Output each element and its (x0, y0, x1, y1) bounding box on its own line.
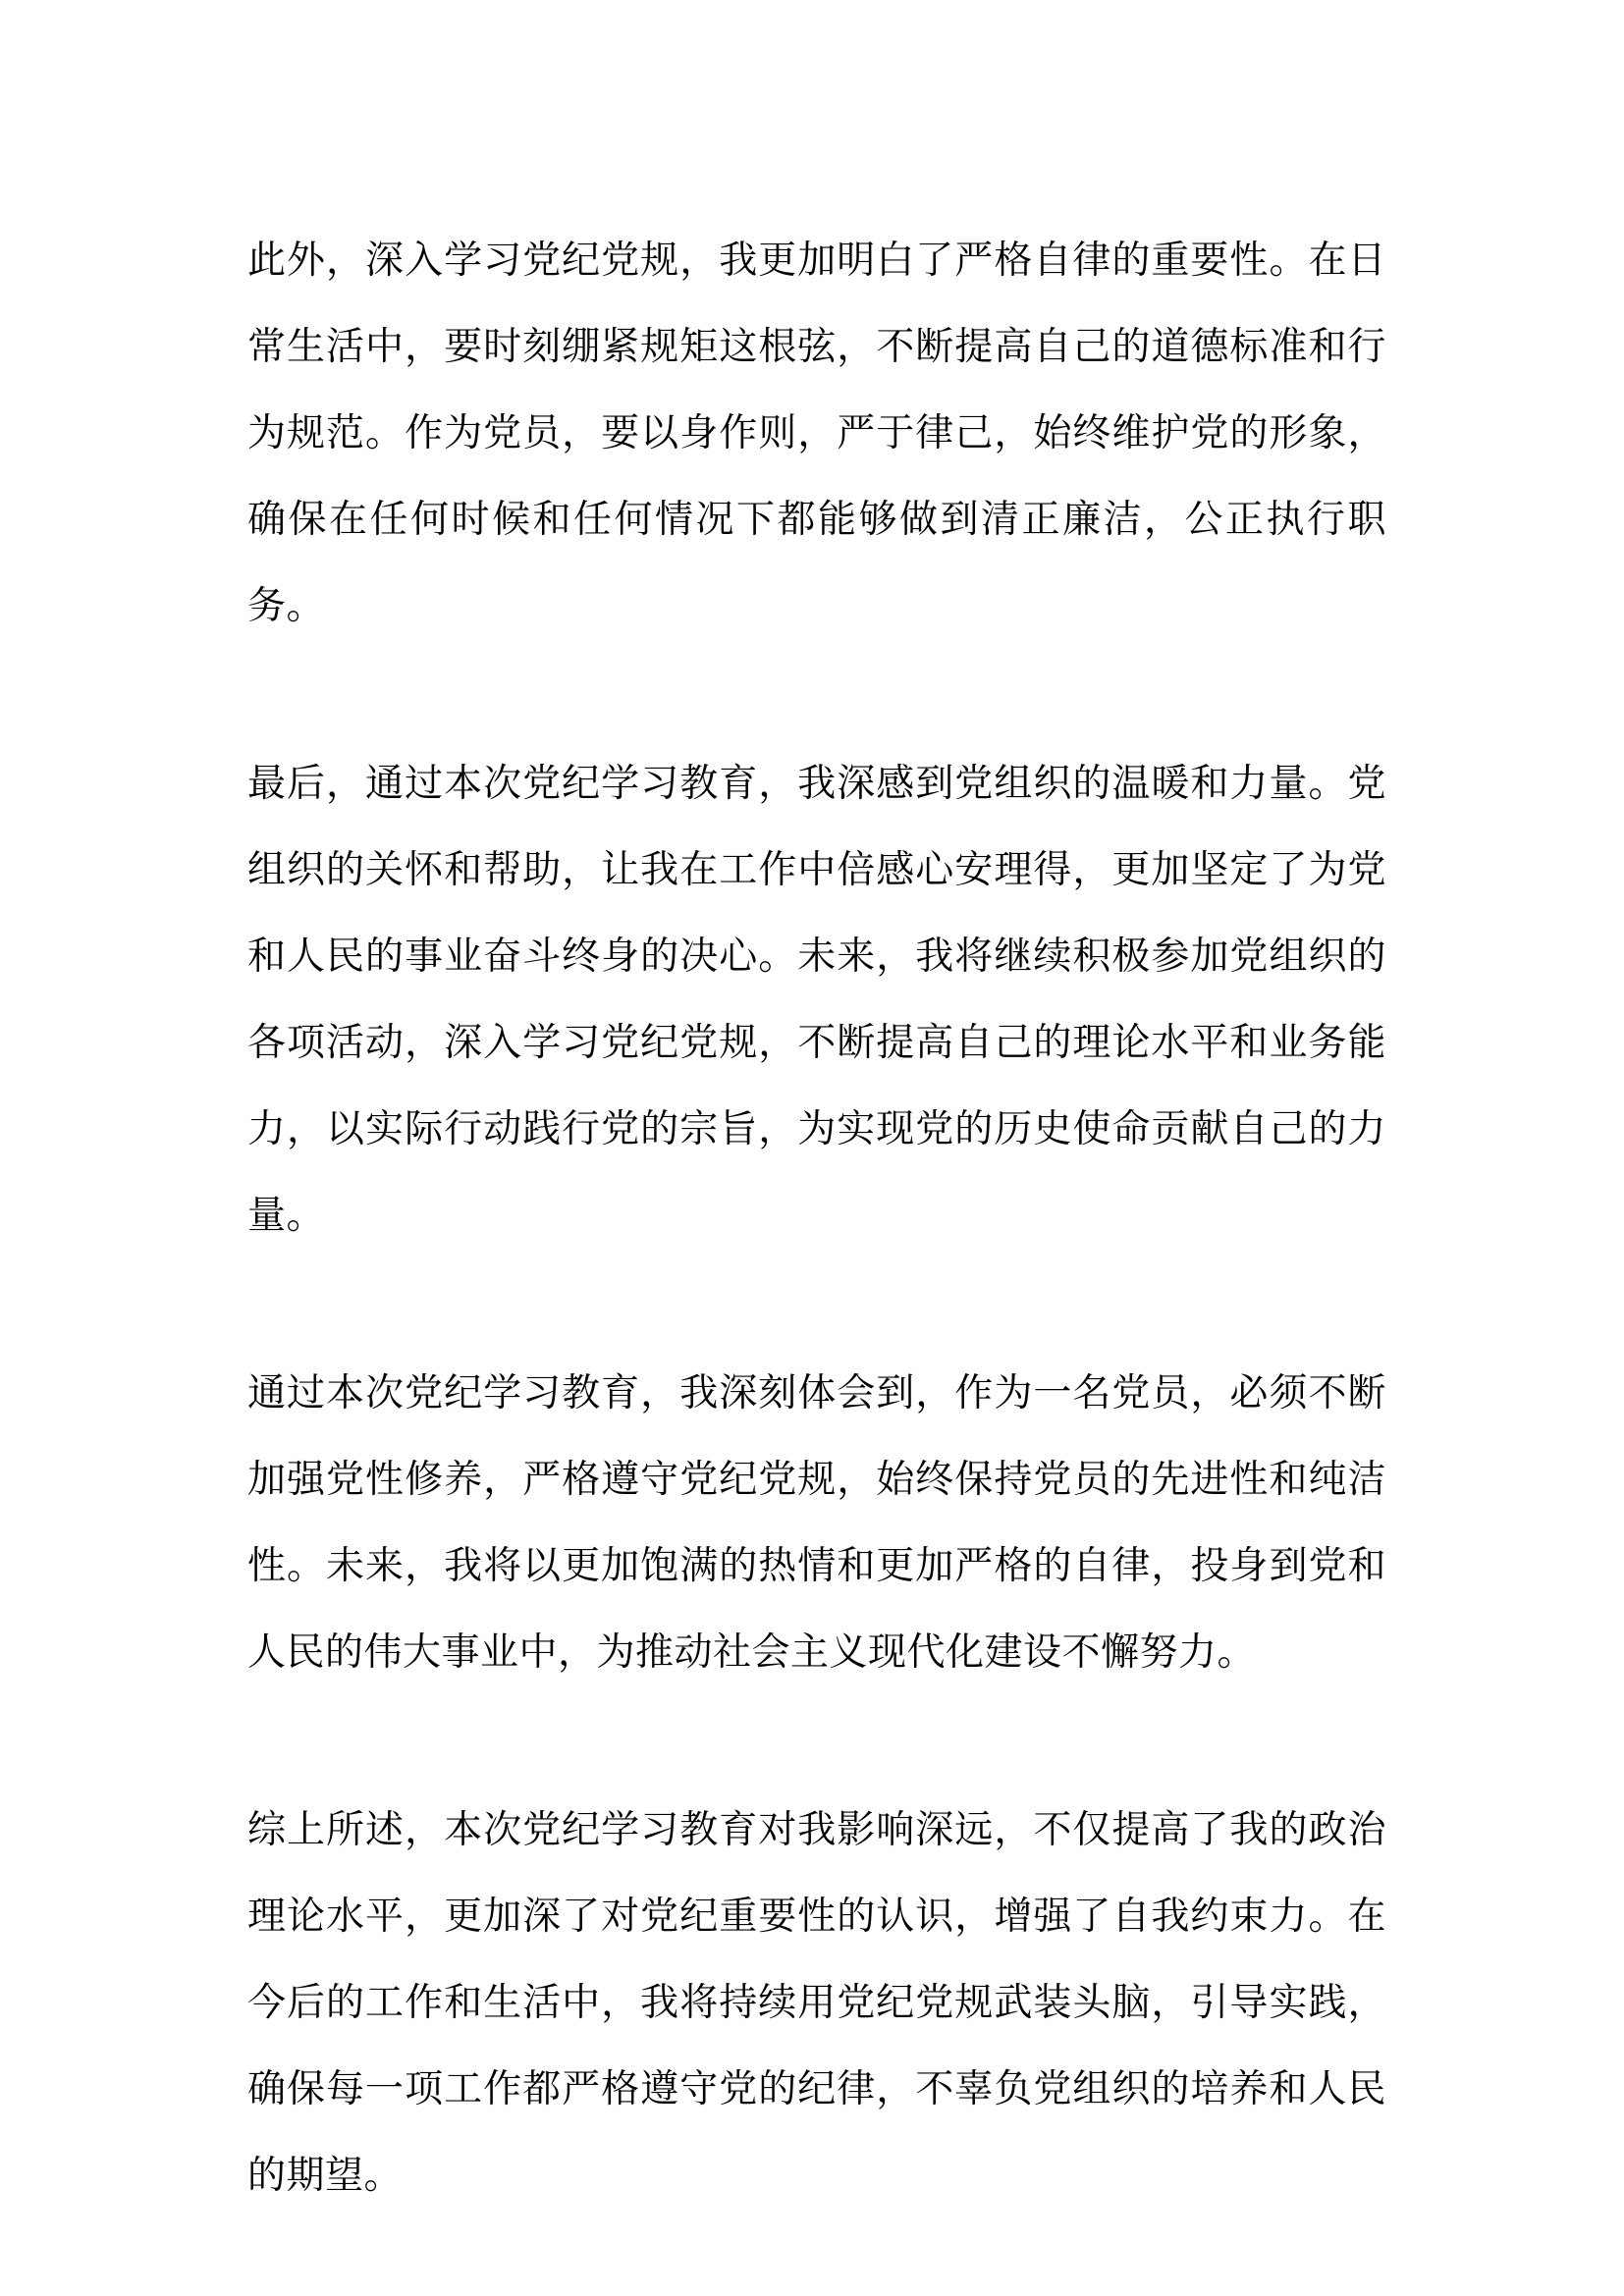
paragraph-3: 通过本次党纪学习教育，我深刻体会到，作为一名党员，必须不断加强党性修养，严格遵守党纪党规，始终保持党员的先进性和纯洁性。未来，我将以更加饱满的热情和更加严格的自律，投身到党和人民的伟大事业中，为推动社会主义现代化建设不懈努力。 (247, 1371, 1386, 1675)
paragraph-2: 最后，通过本次党纪学习教育，我深感到党组织的温暖和力量。党组织的关怀和帮助，让我在工作中倍感心安理得，更加坚定了为党和人民的事业奋斗终身的决心。未来，我将继续积极参加党组织的各项活动，深入学习党纪党规，不断提高自己的理论水平和业务能力，以实际行动践行党的宗旨，为实现党的历史使命贡献自己的力量。 (247, 762, 1386, 1238)
paragraph-4: 综上所述，本次党纪学习教育对我影响深远，不仅提高了我的政治理论水平，更加深了对党纪重要性的认识，增强了自我约束力。在今后的工作和生活中，我将持续用党纪党规武装头脑，引导实践，确保每一项工作都严格遵守党的纪律，不辜负党组织的培养和人民的期望。 (247, 1808, 1386, 2198)
document-body (247, 218, 1386, 2219)
paragraph-1: 此外，深入学习党纪党规，我更加明白了严格自律的重要性。在日常生活中，要时刻绷紧规矩这根弦，不断提高自己的道德标准和行为规范。作为党员，要以身作则，严于律己，始终维护党的形象，确保在任何时候和任何情况下都能够做到清正廉洁，公正执行职务。 (247, 239, 1386, 628)
